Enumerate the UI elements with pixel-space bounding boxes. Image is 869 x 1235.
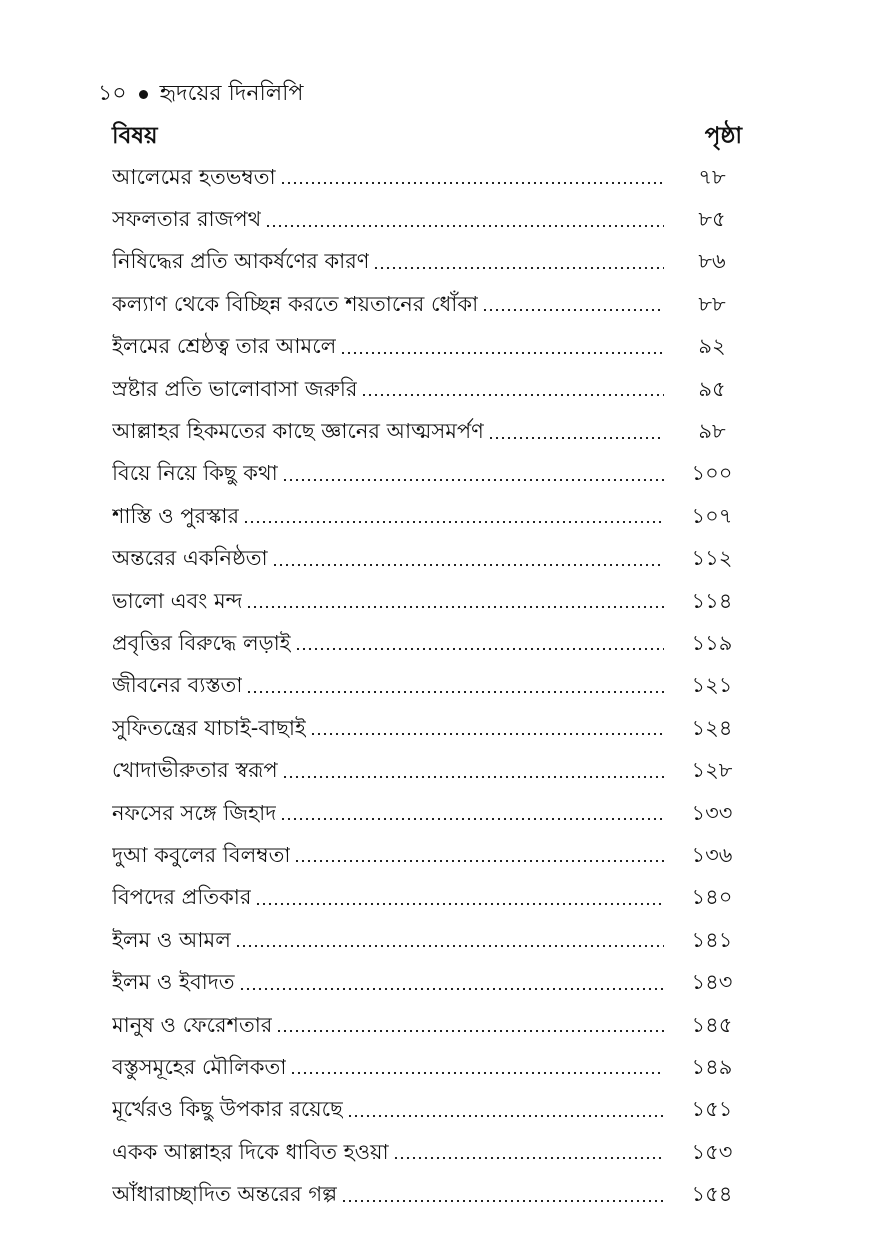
dot-leader (488, 437, 664, 439)
toc-entry-title: সফলতার রাজপথ (112, 207, 262, 232)
toc-entry-page: ১১২ (691, 546, 733, 571)
toc-entry-page: ৭৮ (698, 164, 726, 189)
dot-leader (482, 309, 664, 311)
toc-entry (112, 284, 742, 326)
toc-entry (112, 454, 742, 496)
toc-entry-page: ৯৮ (698, 419, 726, 444)
toc-entry (112, 581, 742, 623)
dot-leader (255, 903, 664, 905)
toc-entry-title: নফসের সঙ্গে জিহাদ (112, 800, 277, 825)
toc-entry-title: আঁধারাচ্ছাদিত অন্তরের গল্প (112, 1182, 338, 1207)
toc-entry (112, 623, 742, 665)
dot-leader (373, 267, 664, 269)
toc-entry (112, 1005, 742, 1047)
toc-entry-title: খোদাভীরুতার স্বরূপ (112, 758, 278, 783)
toc-entry-page: ৯৫ (698, 376, 726, 401)
toc-entry-title: স্রষ্টার প্রতি ভালোবাসা জরুরি (112, 376, 358, 401)
toc-entry-title: বিয়ে নিয়ে কিছু কথা (112, 461, 278, 486)
toc-entry (112, 327, 742, 369)
toc-entry-title: অন্তরের একনিষ্ঠতা (112, 546, 268, 571)
dot-leader (239, 988, 664, 990)
toc-entry-page: ১৪৯ (691, 1054, 733, 1079)
page-number: ১০ (98, 80, 127, 106)
dot-leader (282, 479, 664, 481)
dot-leader (290, 1072, 664, 1074)
toc-entry-title: সুফিতন্ত্রের যাচাই-বাছাই (112, 715, 306, 740)
toc-entry-title: বস্তুসমূহের মৌলিকতা (112, 1054, 287, 1079)
dot-leader (393, 1157, 664, 1159)
toc-entry (112, 920, 742, 962)
topic-heading: বিষয় (112, 122, 158, 149)
dot-leader (235, 945, 664, 947)
dot-leader (295, 648, 664, 650)
toc-entry (112, 835, 742, 877)
toc-entry (112, 750, 742, 792)
dot-leader (243, 521, 664, 523)
dot-leader (361, 394, 664, 396)
toc-entry-page: ১০৭ (691, 503, 733, 528)
toc-entry (112, 962, 742, 1004)
toc-entry-title: জীবনের ব্যস্ততা (112, 673, 243, 698)
toc-entry-page: ১২৪ (691, 715, 733, 740)
toc-entry-title: ইলম ও আমল (112, 927, 231, 952)
toc-entry (112, 708, 742, 750)
toc-entry-page: ৮৫ (698, 207, 726, 232)
toc-entry (112, 1090, 742, 1132)
dot-leader (265, 225, 664, 227)
toc-entry-title: ভালো এবং মন্দ (112, 588, 243, 613)
toc-entry (112, 242, 742, 284)
toc-entry-title: শাস্তি ও পুরস্কার (112, 503, 240, 528)
toc-entry (112, 369, 742, 411)
toc-entry (112, 496, 742, 538)
toc-entry (112, 1047, 742, 1089)
toc-entry-title: একক আল্লাহর দিকে ধাবিত হওয়া (112, 1139, 389, 1164)
toc-entry-page: ১৪১ (691, 927, 733, 952)
toc-entry-title: ইলম ও ইবাদত (112, 970, 235, 995)
toc-entry-title: আল্লাহর হিকমতের কাছে জ্ঞানের আত্মসমর্পণ (112, 419, 484, 444)
dot-leader (294, 860, 664, 862)
toc-entry (112, 1174, 742, 1216)
toc-entry-title: কল্যাণ থেকে বিচ্ছিন্ন করতে শয়তানের ধোঁকা (112, 291, 479, 316)
dot-leader (310, 733, 664, 735)
toc-entry-title: নিষিদ্ধের প্রতি আকর্ষণের কারণ (112, 249, 370, 274)
toc-entry-page: ১১৯ (691, 630, 733, 655)
toc-entry-title: মানুষ ও ফেরেশতার (112, 1012, 273, 1037)
toc-entry-page: ৮৮ (698, 291, 726, 316)
bullet-separator (139, 90, 148, 99)
toc-entry-page: ১৫৪ (691, 1182, 733, 1207)
dot-leader (276, 1030, 664, 1032)
toc-entry (112, 666, 742, 708)
dot-leader (280, 182, 664, 184)
dot-leader (282, 776, 664, 778)
toc-entry-page: ৯২ (698, 334, 726, 359)
toc-entry-title: দুআ কবুলের বিলম্বতা (112, 842, 291, 867)
dot-leader (280, 818, 664, 820)
toc-entry (112, 157, 742, 199)
toc-entry (112, 539, 742, 581)
toc-entry-title: প্রবৃত্তির বিরুদ্ধে লড়াই (112, 630, 291, 655)
toc-entry (112, 793, 742, 835)
toc-entry-page: ১৫১ (691, 1097, 733, 1122)
toc-entry-title: ইলমের শ্রেষ্ঠত্ব তার আমলে (112, 334, 337, 359)
toc-entry (112, 878, 742, 920)
toc-entry-page: ১৪৩ (691, 970, 733, 995)
running-header (98, 78, 303, 110)
dot-leader (246, 691, 664, 693)
dot-leader (246, 606, 664, 608)
dot-leader (341, 1200, 664, 1202)
dot-leader (340, 352, 664, 354)
toc-entry-page: ৮৬ (698, 249, 726, 274)
toc-entry (112, 411, 742, 453)
toc-entry-page: ১৫৩ (691, 1139, 733, 1164)
toc-entry-page: ১৩৬ (691, 842, 733, 867)
toc-entry (112, 1132, 742, 1174)
toc-entry-title: বিপদের প্রতিকার (112, 885, 252, 910)
toc-column-headings (112, 118, 742, 154)
dot-leader (272, 564, 664, 566)
toc-entry-page: ১২৮ (691, 758, 733, 783)
table-of-contents (112, 157, 742, 1217)
toc-entry-page: ১১৪ (691, 588, 733, 613)
toc-entry (112, 199, 742, 241)
toc-entry-title: মূর্খেরও কিছু উপকার রয়েছে (112, 1097, 343, 1122)
toc-entry-title: আলেমের হতভম্বতা (112, 164, 276, 189)
page-heading: পৃষ্ঠা (704, 122, 742, 149)
toc-entry-page: ১৪০ (691, 885, 733, 910)
toc-entry-page: ১২১ (691, 673, 733, 698)
dot-leader (347, 1115, 664, 1117)
toc-entry-page: ১০০ (691, 461, 733, 486)
toc-entry-page: ১৩৩ (691, 800, 733, 825)
toc-entry-page: ১৪৫ (691, 1012, 733, 1037)
book-title: হৃদয়ের দিনলিপি (159, 80, 304, 106)
